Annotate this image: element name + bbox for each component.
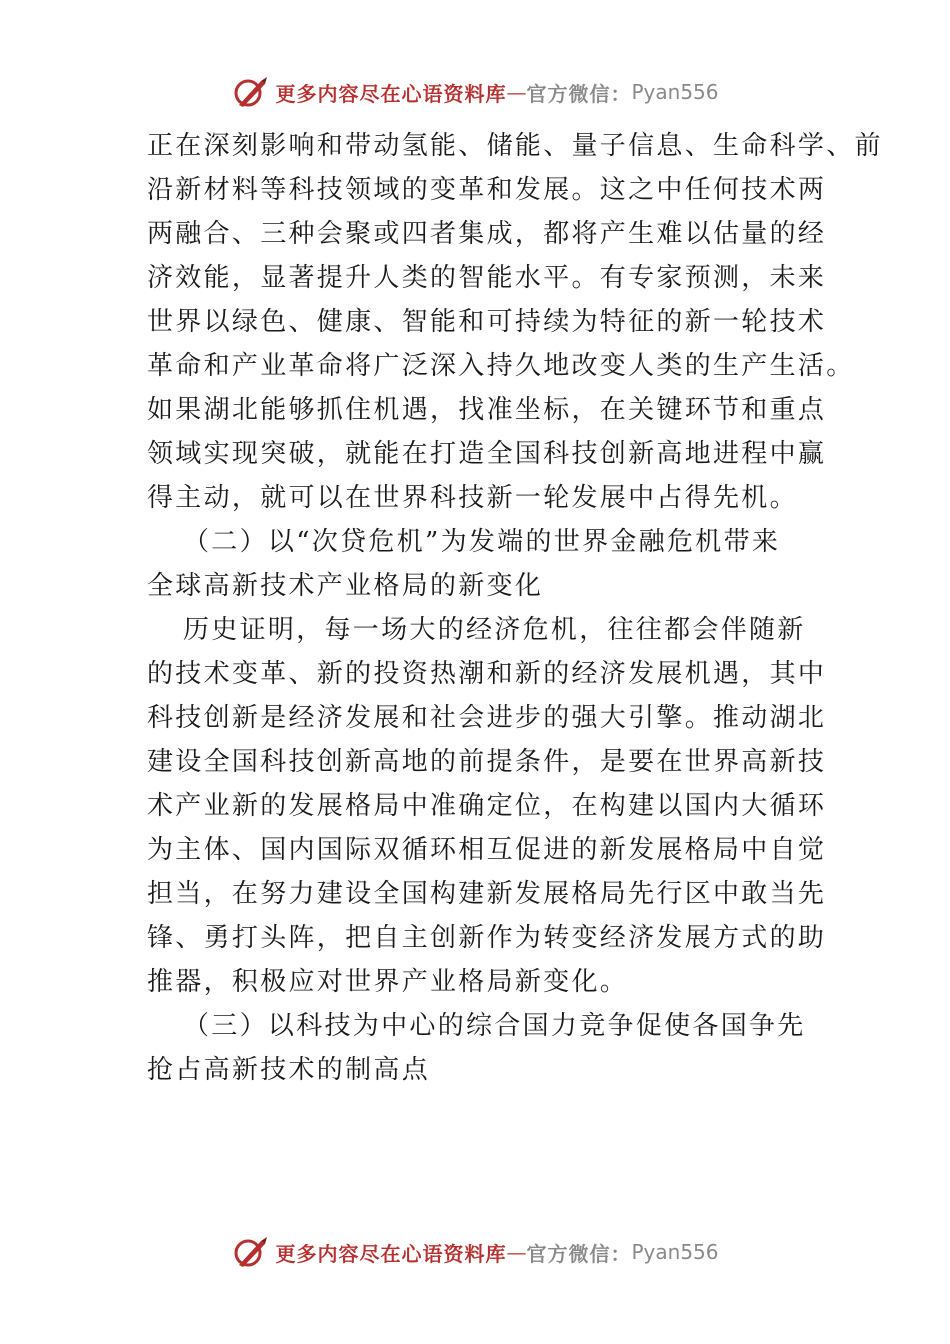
body-line: 革命和产业革命将广泛深入持久地改变人类的生产生活。 xyxy=(147,351,855,381)
section-heading-2-cont: 全球高新技术产业格局的新变化 xyxy=(147,571,544,601)
body-line: 沿新材料等科技领域的变革和发展。这之中任何技术两 xyxy=(147,175,827,205)
section-heading-3-cont: 抢占高新技术的制高点 xyxy=(147,1055,431,1085)
body-line: 两融合、三种会聚或四者集成，都将产生难以估量的经 xyxy=(147,219,827,249)
body-line: 如果湖北能够抓住机遇，找准坐标，在关键环节和重点 xyxy=(147,395,827,425)
header-dash: — xyxy=(506,80,527,104)
pen-logo-icon xyxy=(231,75,269,109)
body-line: 科技创新是经济发展和社会进步的强大引擎。推动湖北 xyxy=(147,703,827,733)
body-line: 正在深刻影响和带动氢能、储能、量子信息、生命科学、前 xyxy=(147,131,883,161)
header-banner xyxy=(0,72,950,112)
body-line: 的技术变革、新的投资热潮和新的经济发展机遇，其中 xyxy=(147,659,827,689)
body-line: 建设全国科技创新高地的前提条件，是要在世界高新技 xyxy=(147,747,827,777)
body-line: 担当，在努力建设全国构建新发展格局先行区中敢当先 xyxy=(147,879,827,909)
footer-site-text: 更多内容尽在心语资料库 xyxy=(275,1241,507,1266)
header-site-text: 更多内容尽在心语资料库 xyxy=(275,81,507,106)
body-line: 得主动，就可以在世界科技新一轮发展中占得先机。 xyxy=(147,483,798,513)
body-line: 世界以绿色、健康、智能和可持续为特征的新一轮技术 xyxy=(147,307,827,337)
footer-official-text: 官方微信： xyxy=(526,1241,632,1266)
header-wechat-id: Pyan556 xyxy=(631,80,719,104)
body-line: 推器，积极应对世界产业格局新变化。 xyxy=(147,967,629,997)
footer-dash: — xyxy=(506,1240,527,1264)
body-line: 历史证明，每一场大的经济危机，往往都会伴随新 xyxy=(183,615,806,645)
section-heading-3: （三）以科技为中心的综合国力竞争促使各国争先 xyxy=(183,1011,806,1041)
body-line: 术产业新的发展格局中准确定位，在构建以国内大循环 xyxy=(147,791,827,821)
body-line: 济效能，显著提升人类的智能水平。有专家预测，未来 xyxy=(147,263,827,293)
footer-banner xyxy=(0,1232,950,1272)
header-official-text: 官方微信： xyxy=(526,81,632,106)
section-heading-2: （二）以“次贷危机”为发端的世界金融危机带来 xyxy=(183,527,781,557)
body-line: 为主体、国内国际双循环相互促进的新发展格局中自觉 xyxy=(147,835,827,865)
document-body xyxy=(147,124,883,1092)
body-line: 领域实现突破，就能在打造全国科技创新高地进程中赢 xyxy=(147,439,827,469)
footer-wechat-id: Pyan556 xyxy=(631,1240,719,1264)
body-line: 锋、勇打头阵，把自主创新作为转变经济发展方式的助 xyxy=(147,923,827,953)
pen-logo-icon xyxy=(231,1235,269,1269)
